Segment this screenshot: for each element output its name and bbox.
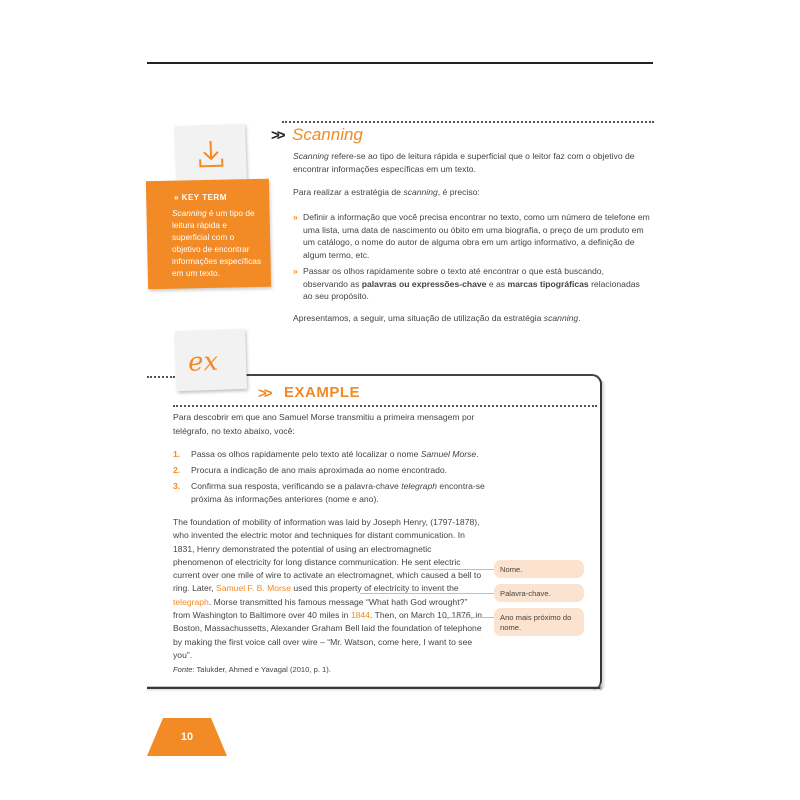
highlight-year: 1844 [350, 610, 370, 621]
highlight-keyword: telegraph [173, 596, 209, 607]
annotation-leader [360, 593, 494, 594]
section-title: Scanning [292, 125, 363, 144]
svg-text:ex: ex [187, 346, 219, 378]
example-divider [173, 405, 597, 407]
example-divider-left [147, 376, 175, 378]
highlight-name: Samuel F. B. Morse [216, 583, 291, 594]
example-shadow [147, 686, 602, 692]
top-rule [147, 62, 653, 64]
download-icon [196, 139, 225, 170]
example-title: EXAMPLE [284, 384, 361, 401]
bullet-chevron-icon: » [293, 266, 298, 276]
example-shadow-right [600, 380, 606, 690]
annotation-leader [420, 569, 494, 570]
annotation-leader [446, 617, 494, 618]
example-icon-card [175, 329, 247, 391]
key-term-title: » KEY TERM [174, 193, 227, 202]
annotation-note: Palavra-chave. [494, 584, 584, 602]
paragraph-intro-example: Apresentamos, a seguir, uma situação de utilização da estratégia scanning. [293, 313, 581, 323]
section-divider [282, 121, 654, 123]
paragraph-definition: Scanning refere-se ao tipo de leitura rápida e superficial que o leitor faz com o objetivo de encontrar informações específicas em um texto. [293, 151, 635, 174]
paragraph-strategy: Para realizar a estratégia de scanning, é preciso: [293, 187, 480, 197]
annotation-note: Nome. [494, 560, 584, 578]
key-term-icon-card [175, 124, 247, 186]
bullet-chevron-icon: » [293, 212, 298, 222]
example-intro: Para descobrir em que ano Samuel Morse transmitiu a primeira mensagem por telégrafo, no texto abaixo, você: [173, 412, 475, 436]
ex-handwritten-icon [183, 343, 238, 379]
key-term-text: Scanning é um tipo de leitura rápida e superficial com o objetivo de encontrar informações específicas em um texto. [172, 208, 262, 278]
source-citation: Fonte: Talukder, Ahmed e Yavagal (2010, p. 1). [173, 665, 331, 674]
example-passage: The foundation of mobility of information was laid by Joseph Henry, (1797-1878), who invented the electric motor and techniques for distant communication. In 1831, Henry demonstrated the potential of using an electromagnetic phenomenon of electricity for long distance communication. He sent electric current over one mile of wire to activate an electromagnet, which caused a bell to ring. Later, Samuel F. B. Morse used this property of electricity to invent the telegraph. Morse transmitted his famous message “What hath God wrought?” from Washington to Baltimore over 40 miles in 1844. Then, on March 10, 1876, in Boston, Massachussetts, Alexander Graham Bell laid the foundation of telephone by making the first voice call over wire – “Mr. Watson, come here, I want to see you”. [173, 517, 483, 660]
page-number: 10 [180, 731, 194, 743]
chevron-icon: >> [271, 127, 283, 144]
annotation-note: Ano mais próximo do nome. [494, 608, 584, 636]
chevron-icon: >> [258, 385, 270, 402]
